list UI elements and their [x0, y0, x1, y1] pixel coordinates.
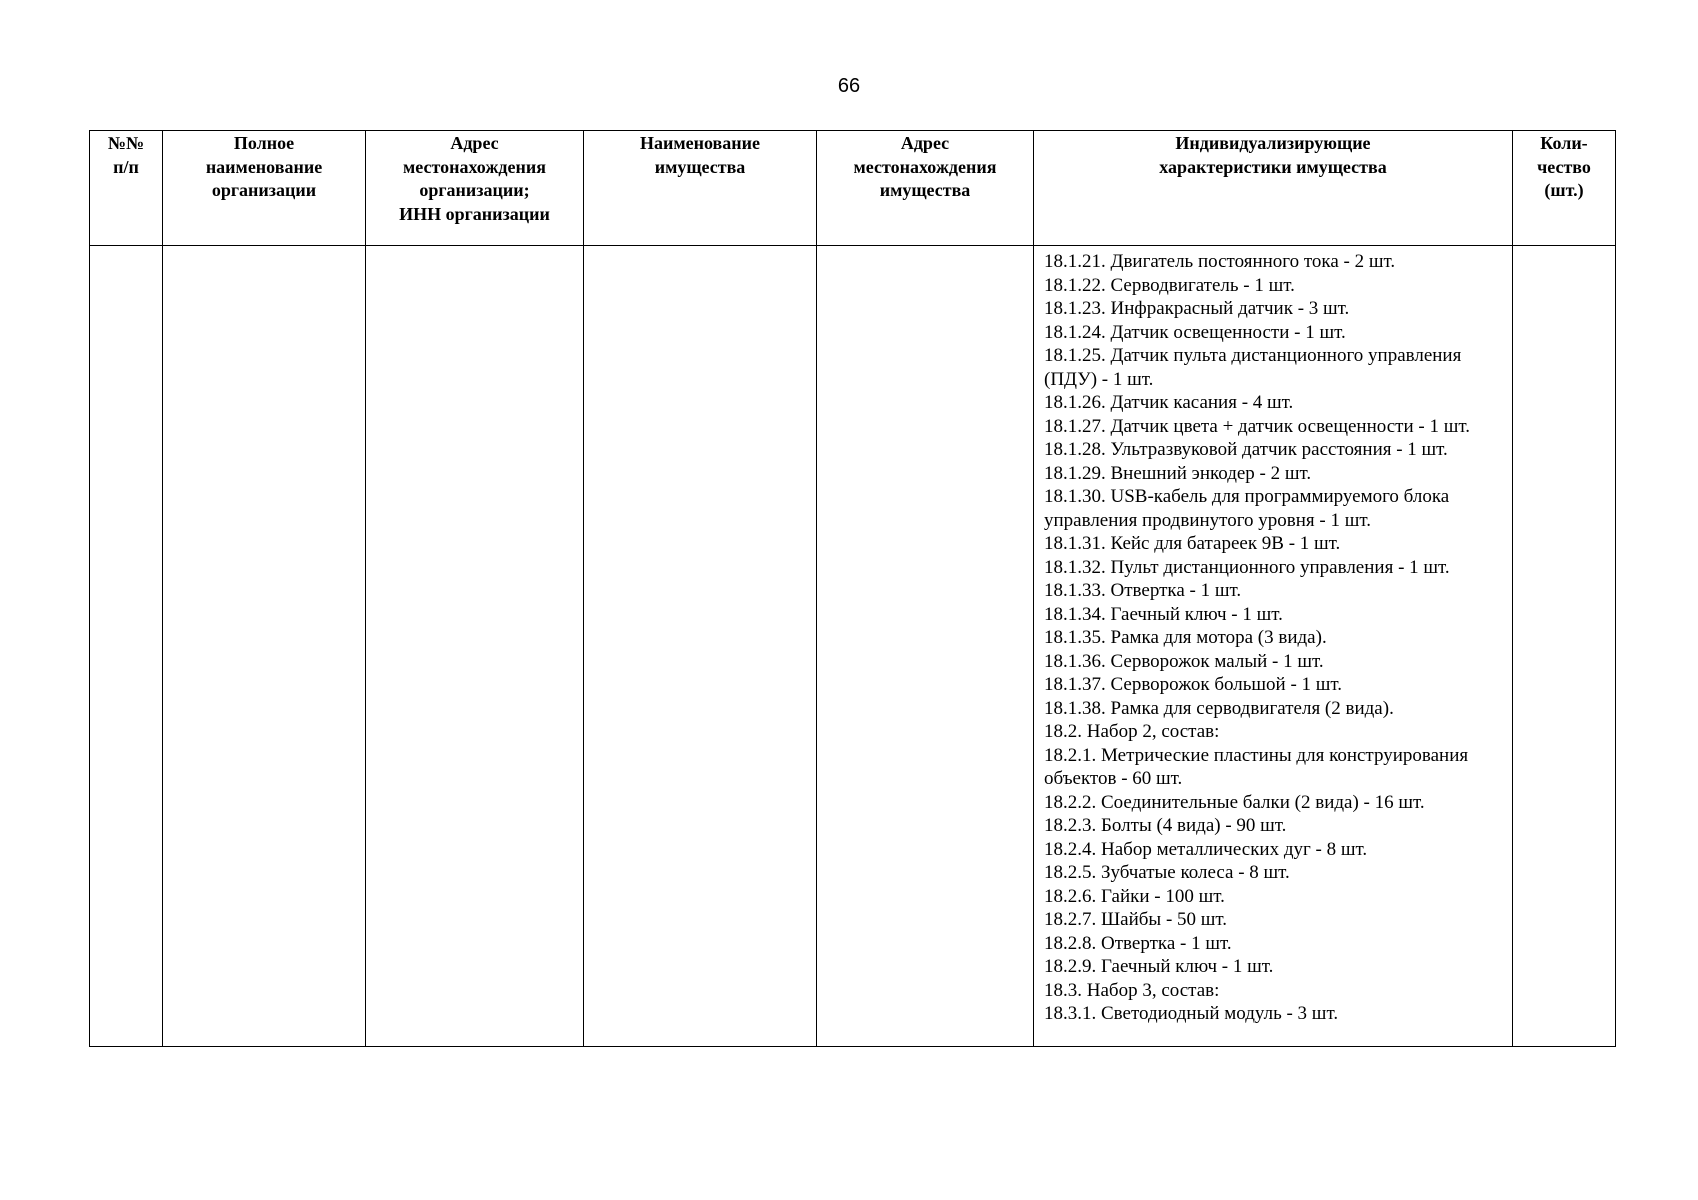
header-org-address: Адрес местонахождения организации; ИНН организации — [366, 131, 584, 246]
header-characteristics: Индивидуализирующие характеристики имущества — [1034, 131, 1513, 246]
cell-num — [90, 246, 163, 1047]
header-row — [90, 131, 1616, 246]
list-item: 18.2.8. Отвертка - 1 шт. — [1044, 932, 1232, 954]
header-property-name: Наименование имущества — [584, 131, 817, 246]
list-item: 18.2.3. Болты (4 вида) - 90 шт. — [1044, 815, 1287, 836]
cell-org-name — [163, 246, 366, 1047]
list-item: 18.2.7. Шайбы - 50 шт. — [1044, 909, 1228, 930]
list-item: 18.1.33. Отвертка - 1 шт. — [1044, 580, 1242, 601]
header-num: №№ п/п — [90, 131, 163, 246]
list-item: 18.1.21. Двигатель постоянного тока - 2 шт. — [1044, 251, 1396, 272]
cell-property-address — [817, 246, 1034, 1047]
list-item: 18.1.26. Датчик касания - 4 шт. — [1044, 392, 1294, 413]
characteristics-list — [1034, 246, 1512, 1026]
list-item: 18.2.1. Метрические пластины для конструирования объектов - 60 шт. — [1044, 744, 1469, 789]
list-item: 18.2.9. Гаечный ключ - 1 шт. — [1044, 956, 1274, 977]
list-item: 18.1.29. Внешний энкодер - 2 шт. — [1044, 462, 1312, 484]
list-item: 18.1.36. Серворожок малый - 1 шт. — [1044, 650, 1324, 672]
list-item: 18.2.2. Соединительные балки (2 вида) - 16 шт. — [1044, 791, 1425, 813]
cell-quantity — [1513, 246, 1616, 1047]
list-item: 18.1.23. Инфракрасный датчик - 3 шт. — [1044, 298, 1350, 319]
list-item: 18.1.30. USB-кабель для программируемого блока управления продвинутого уровня - 1 шт. — [1044, 486, 1450, 531]
cell-org-address — [366, 246, 584, 1047]
list-item: 18.3.1. Светодиодный модуль - 3 шт. — [1044, 1003, 1339, 1024]
list-item: 18.1.31. Кейс для батареек 9В - 1 шт. — [1044, 533, 1341, 554]
list-item: 18.1.28. Ультразвуковой датчик расстояния - 1 шт. — [1044, 439, 1448, 460]
cell-characteristics — [1034, 246, 1513, 1047]
list-item: 18.1.24. Датчик освещенности - 1 шт. — [1044, 321, 1346, 343]
list-item: 18.2. Набор 2, состав: — [1044, 721, 1220, 742]
list-item: 18.2.5. Зубчатые колеса - 8 шт. — [1044, 862, 1290, 883]
list-item: 18.1.34. Гаечный ключ - 1 шт. — [1044, 603, 1283, 625]
list-item: 18.1.32. Пульт дистанционного управления - 1 шт. — [1044, 556, 1450, 578]
property-table — [89, 130, 1616, 1047]
list-item: 18.1.38. Рамка для серводвигателя (2 вида). — [1044, 697, 1394, 719]
list-item: 18.3. Набор 3, состав: — [1044, 979, 1220, 1001]
list-item: 18.1.37. Серворожок большой - 1 шт. — [1044, 674, 1343, 695]
list-item: 18.1.25. Датчик пульта дистанционного управления (ПДУ) - 1 шт. — [1044, 345, 1462, 390]
table-row — [90, 246, 1616, 1047]
list-item: 18.2.6. Гайки - 100 шт. — [1044, 885, 1225, 907]
page-number: 66 — [837, 75, 861, 97]
list-item: 18.1.22. Серводвигатель - 1 шт. — [1044, 274, 1295, 296]
header-quantity: Коли- чество (шт.) — [1513, 131, 1616, 246]
list-item: 18.1.27. Датчик цвета + датчик освещенности - 1 шт. — [1044, 415, 1470, 437]
header-property-address: Адрес местонахождения имущества — [817, 131, 1034, 246]
cell-property-name — [584, 246, 817, 1047]
header-org-name: Полное наименование организации — [163, 131, 366, 246]
list-item: 18.2.4. Набор металлических дуг - 8 шт. — [1044, 838, 1368, 860]
list-item: 18.1.35. Рамка для мотора (3 вида). — [1044, 627, 1327, 648]
